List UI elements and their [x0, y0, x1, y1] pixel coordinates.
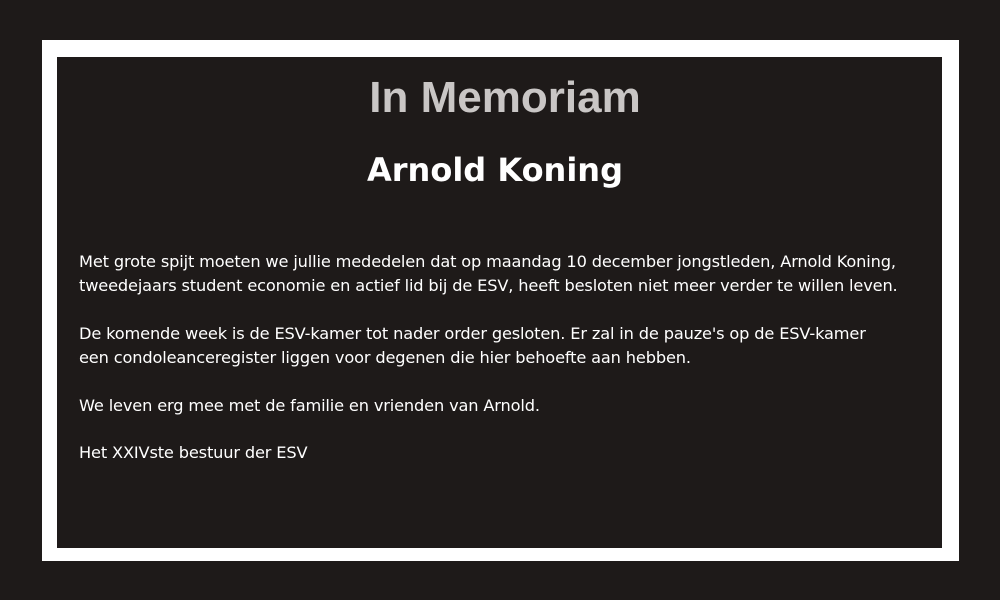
announcement-line-1: Met grote spijt moeten we jullie mededelen dat op maandag 10 december jongstleden, Arnold Koning, — [79, 252, 896, 271]
page-title: In Memoriam — [369, 73, 641, 122]
closure-line-1: De komende week is de ESV-kamer tot nader order gesloten. Er zal in de pauze's op de ESV-kamer — [79, 324, 866, 343]
memorial-panel — [57, 57, 942, 548]
announcement-paragraph — [79, 250, 898, 298]
announcement-line-2: tweedejaars student economie en actief lid bij de ESV, heeft besloten niet meer verder te willen leven. — [79, 276, 898, 295]
signature: Het XXIVste bestuur der ESV — [79, 443, 308, 462]
deceased-name: Arnold Koning — [367, 151, 623, 189]
closure-line-2: een condoleanceregister liggen voor degenen die hier behoefte aan hebben. — [79, 348, 691, 367]
closure-paragraph — [79, 322, 866, 370]
sympathy-paragraph: We leven erg mee met de familie en vrienden van Arnold. — [79, 396, 540, 415]
